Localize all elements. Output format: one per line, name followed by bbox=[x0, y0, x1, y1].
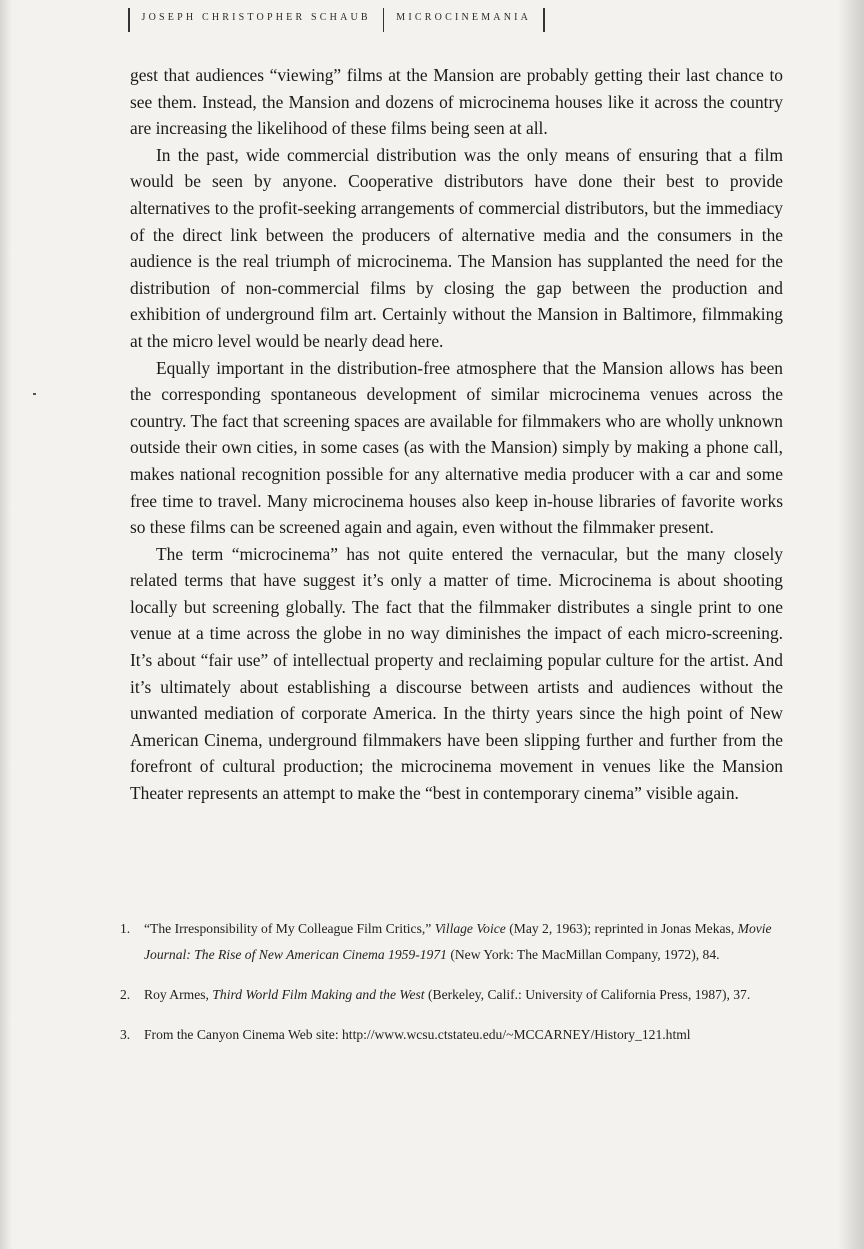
footnote-italic-title: Village Voice bbox=[434, 921, 506, 936]
body-text bbox=[130, 62, 783, 807]
running-head-title: MICROCINEMANIA bbox=[396, 12, 532, 23]
body-paragraph: In the past, wide commercial distribution was the only means of ensuring that a film would be seen by anyone. Cooperative distributors have done their best to provide alternatives to the profit-seeking arrangements of commercial distributors, but the immediacy of the direct link between the producers of alternative media and the consumers in the audience is the real triumph of microcinema. The Mansion has supplanted the need for the distribution of non-commercial films by closing the gap between the production and exhibition of underground film art. Certainly without the Mansion in Baltimore, filmmaking at the micro level would be nearly dead here. bbox=[130, 144, 783, 351]
footnote-number: 2. bbox=[120, 987, 131, 1002]
page-edge-shadow-right bbox=[838, 0, 864, 1249]
footnote-3 bbox=[118, 1022, 778, 1048]
body-paragraph: Equally important in the distribution-free atmosphere that the Mansion allows has been the corresponding spontaneous development of similar microcinema venues across the country. The fact that screening spaces are available for filmmakers who are wholly unknown outside their own cities, in some cases (as with the Mansion) simply by making a phone call, makes national recognition possible for any alternative media producer with a car and some free time to travel. Many microcinema houses also keep in-house libraries of favorite works so these films can be screened again and again, even without the filmmaker present. bbox=[130, 357, 783, 538]
stray-mark bbox=[33, 393, 36, 395]
running-head bbox=[128, 8, 545, 32]
footnote-text: From the Canyon Cinema Web site: http://www.wcsu.ctstateu.edu/~MCCARNEY/History_121.html bbox=[144, 1027, 691, 1042]
body-paragraph: gest that audiences “viewing” films at the Mansion are probably getting their last chance to see them. Instead, the Mansion and dozens of microcinema houses like it across the country are increasing the likelihood of these films being seen at all. bbox=[130, 65, 783, 139]
footnote-text-segment: “The Irresponsibility of My Colleague Film Critics,” bbox=[144, 921, 435, 936]
footnotes bbox=[118, 916, 778, 1062]
body-paragraph: The term “microcinema” has not quite entered the vernacular, but the many closely related terms that have suggest it’s only a matter of time. Microcinema is about shooting locally but screening globally. The fact that the filmmaker distributes a single print to one venue at a time across the globe in no way diminishes the impact of each micro-screening. It’s about “fair use” of intellectual property and reclaiming popular culture for the artist. And it’s ultimately about establishing a discourse between artists and audiences without the unwanted mediation of corporate America. In the thirty years since the high point of New American Cinema, underground filmmakers have been slipping further and further from the forefront of cultural production; the microcinema movement in venues like the Mansion Theater represents an attempt to make the “best in contemporary cinema” visible again. bbox=[130, 543, 783, 804]
footnote-1 bbox=[118, 916, 778, 968]
footnote-number: 3. bbox=[120, 1027, 131, 1042]
running-head-rule-right bbox=[543, 8, 545, 32]
footnote-text-segment: (Berkeley, Calif.: University of California Press, 1987), 37. bbox=[424, 987, 751, 1002]
footnote-text-segment: Roy Armes, bbox=[144, 987, 213, 1002]
footnote-text-segment: (New York: The MacMillan Company, 1972), 84. bbox=[446, 947, 720, 962]
footnote-italic-title: Movie Journal: The Rise of New American Cinema 1959-1971 bbox=[144, 921, 772, 962]
footnote-number: 1. bbox=[120, 921, 131, 936]
page-edge-shadow-left bbox=[0, 0, 12, 1249]
footnote-text-segment: (May 2, 1963); reprinted in Jonas Mekas, bbox=[505, 921, 738, 936]
footnote-text bbox=[144, 916, 778, 968]
running-head-author: JOSEPH CHRISTOPHER SCHAUB bbox=[141, 12, 371, 23]
footnote-italic-title: Third World Film Making and the West bbox=[212, 987, 425, 1002]
footnote-text bbox=[144, 982, 778, 1008]
footnote-2 bbox=[118, 982, 778, 1008]
